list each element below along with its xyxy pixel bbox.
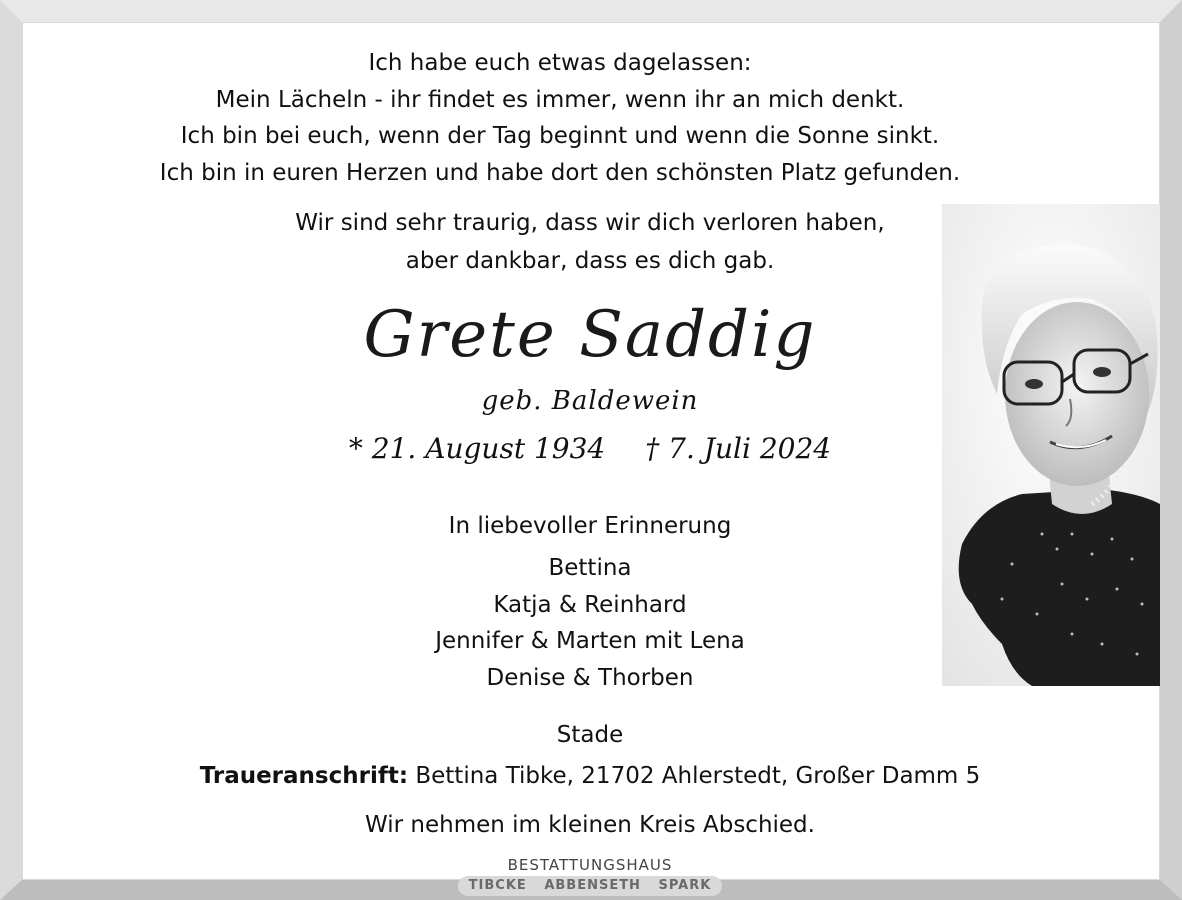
poem-line: Mein Lächeln - ihr findet es immer, wenn ihr an mich denkt. (215, 86, 905, 113)
family-list (340, 550, 840, 696)
family-member: Jennifer & Marten mit Lena (435, 628, 745, 654)
poem-line: Ich bin in euren Herzen und habe dort den schönsten Platz gefunden. (159, 159, 961, 186)
portrait-photo (942, 204, 1160, 686)
family-member: Bettina (548, 555, 632, 581)
poem-line: Ich habe euch etwas dagelassen: (368, 50, 752, 76)
deceased-name: Grete Saddig (363, 298, 817, 372)
logo-title: BESTATTUNGSHAUS (507, 856, 673, 874)
poem-line: Ich bin bei euch, wenn der Tag beginnt und wenn die Sonne sinkt. (180, 123, 940, 149)
death-date: † 7. Juli 2024 (645, 432, 832, 465)
address-label: Traueranschrift: (199, 763, 409, 789)
birth-name: geb. Baldewein (481, 386, 699, 416)
farewell-line: Wir nehmen im kleinen Kreis Abschied. (365, 812, 815, 838)
logo-name: SPARK (658, 878, 712, 893)
family-member: Katja & Reinhard (493, 591, 687, 618)
birth-date: * 21. August 1934 (348, 432, 606, 465)
logo-names (440, 878, 740, 893)
logo-name: TIBCKE (468, 878, 527, 893)
sentiment (190, 204, 990, 280)
poem (130, 45, 990, 191)
address-value: Bettina Tibke, 21702 Ahlerstedt, Großer Damm 5 (415, 763, 981, 789)
memory-line: In liebevoller Erinnerung (448, 513, 732, 539)
funeral-home-logo (440, 856, 740, 900)
family-member: Denise & Thorben (486, 664, 694, 691)
sentiment-line: Wir sind sehr traurig, dass wir dich verloren haben, (295, 210, 885, 236)
portrait-image (942, 204, 1160, 686)
logo-name: ABBENSETH (544, 878, 641, 893)
mourning-address (100, 763, 1080, 789)
city: Stade (556, 722, 624, 748)
sentiment-line: aber dankbar, dass es dich gab. (405, 248, 775, 274)
life-dates (300, 432, 880, 465)
